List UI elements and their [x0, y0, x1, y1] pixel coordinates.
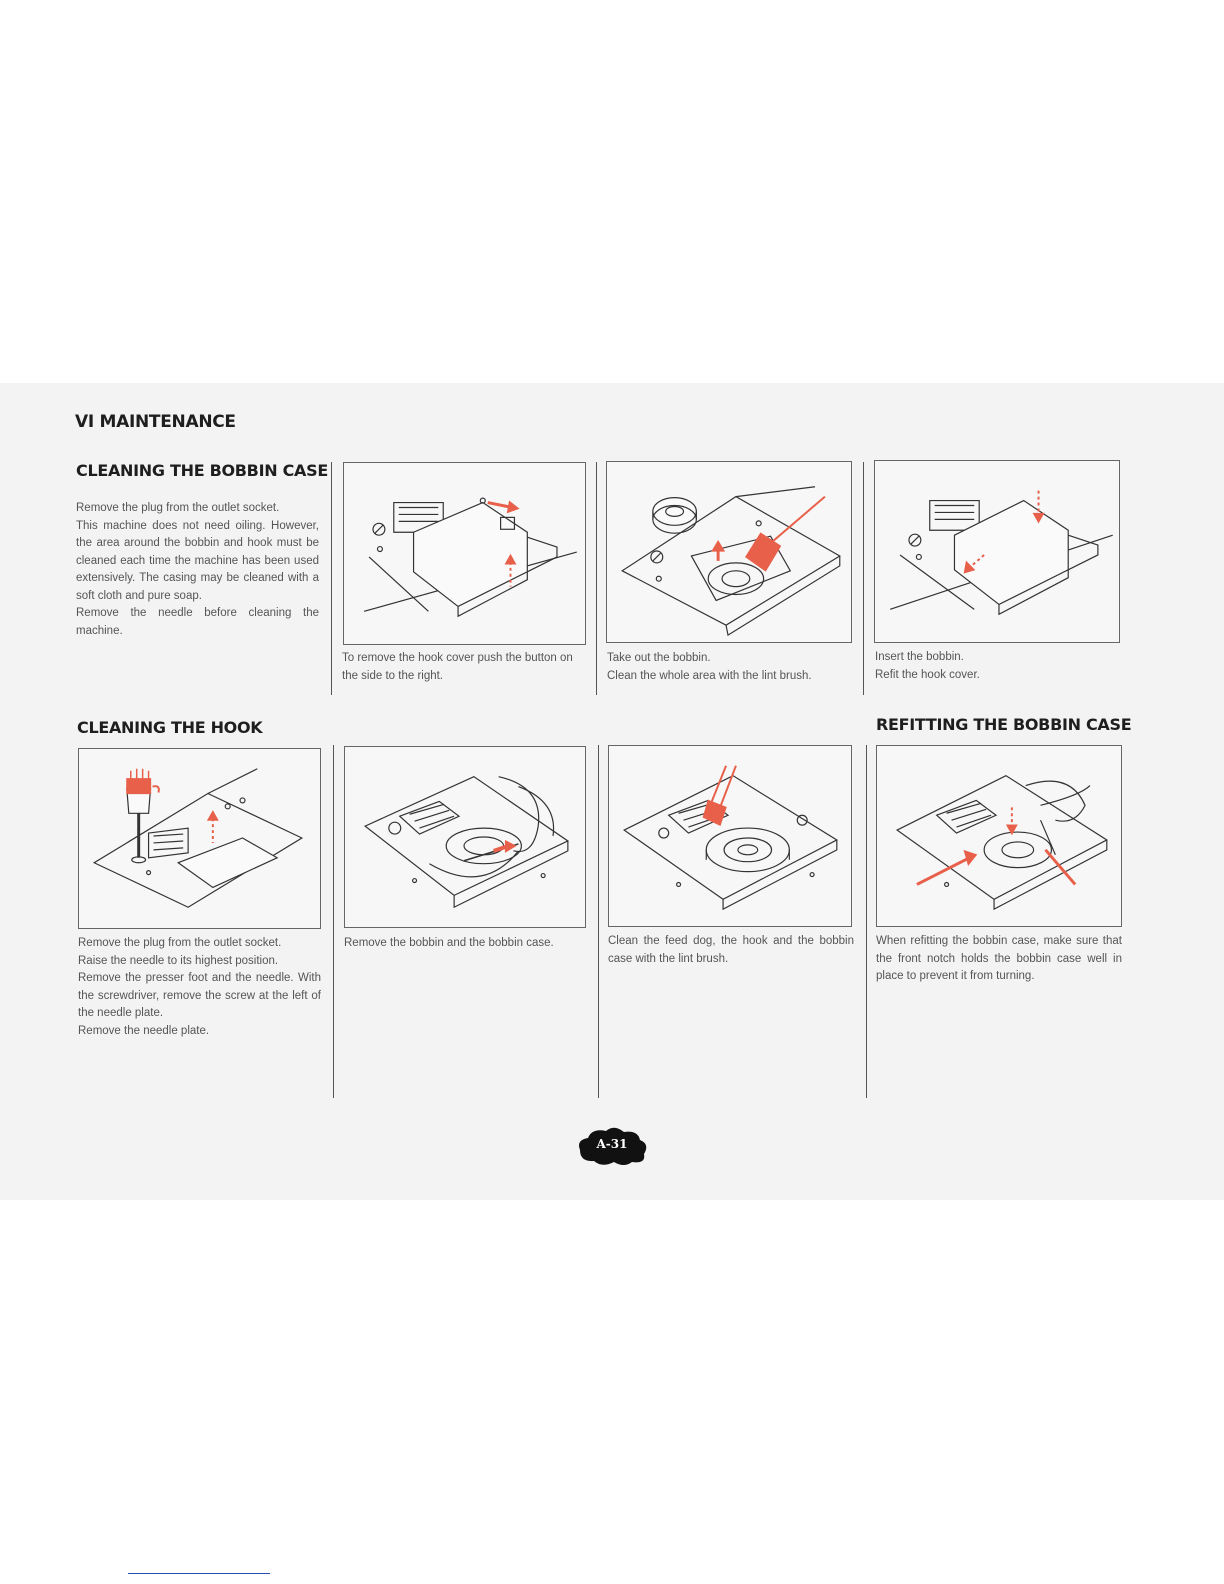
step-caption	[875, 649, 1120, 684]
step-caption: Clean the feed dog, the hook and the bobbin case with the lint brush.	[608, 935, 854, 965]
needle-plate-screw-illustration	[78, 748, 321, 929]
step-caption	[78, 935, 321, 1040]
column-divider	[598, 745, 599, 1098]
feed-dog-cleaning-illustration	[608, 745, 852, 927]
step-caption	[607, 650, 852, 685]
caption-line: Insert the bobbin.	[875, 651, 964, 663]
caption-line: Refit the hook cover.	[875, 668, 980, 681]
caption-line: Raise the needle to its highest position.	[78, 954, 279, 967]
caption-line: Remove the plug from the outlet socket.	[78, 937, 282, 949]
caption-line: Remove the needle plate.	[78, 1024, 210, 1037]
step-caption: Remove the bobbin and the bobbin case.	[344, 937, 554, 949]
column-divider	[333, 745, 334, 1098]
intro-line: Remove the plug from the outlet socket.	[76, 502, 280, 514]
column-divider	[596, 462, 597, 695]
caption-line: Take out the bobbin.	[607, 652, 711, 664]
column-divider	[331, 462, 332, 695]
step-caption: To remove the hook cover push the button on the side to the right.	[342, 652, 573, 682]
bobbin-case-refit-illustration	[876, 745, 1122, 927]
section-title-hook: CLEANING THE HOOK	[77, 718, 263, 737]
section-title-bobbin-case: CLEANING THE BOBBIN CASE	[76, 461, 328, 480]
bobbin-case-intro	[76, 500, 319, 640]
caption-line: Clean the whole area with the lint brush.	[607, 669, 812, 682]
page-number: A-31	[596, 1137, 628, 1151]
bobbin-removal-brush-illustration	[606, 461, 852, 643]
chapter-title: VI MAINTENANCE	[75, 412, 236, 432]
intro-line: This machine does not need oiling. However, the area around the bobbin and hook must be cleaned each time the machine has been used extensively. The casing may be cleaned with a soft cloth and pure soap.	[76, 519, 319, 602]
intro-line: Remove the needle before cleaning the machine.	[76, 607, 319, 637]
column-divider	[863, 462, 864, 695]
hook-cover-removal-illustration	[343, 462, 586, 645]
hook-cover-refit-illustration	[874, 460, 1120, 643]
section-title-refitting: REFITTING THE BOBBIN CASE	[876, 715, 1132, 734]
bobbin-case-removal-illustration	[344, 746, 586, 928]
caption-line: Remove the presser foot and the needle. With the screwdriver, remove the screw at the left of the needle plate.	[78, 972, 321, 1019]
footer-rule	[128, 1573, 270, 1574]
step-caption: When refitting the bobbin case, make sure that the front notch holds the bobbin case well in place to prevent it from turning.	[876, 935, 1122, 982]
column-divider	[866, 745, 867, 1098]
